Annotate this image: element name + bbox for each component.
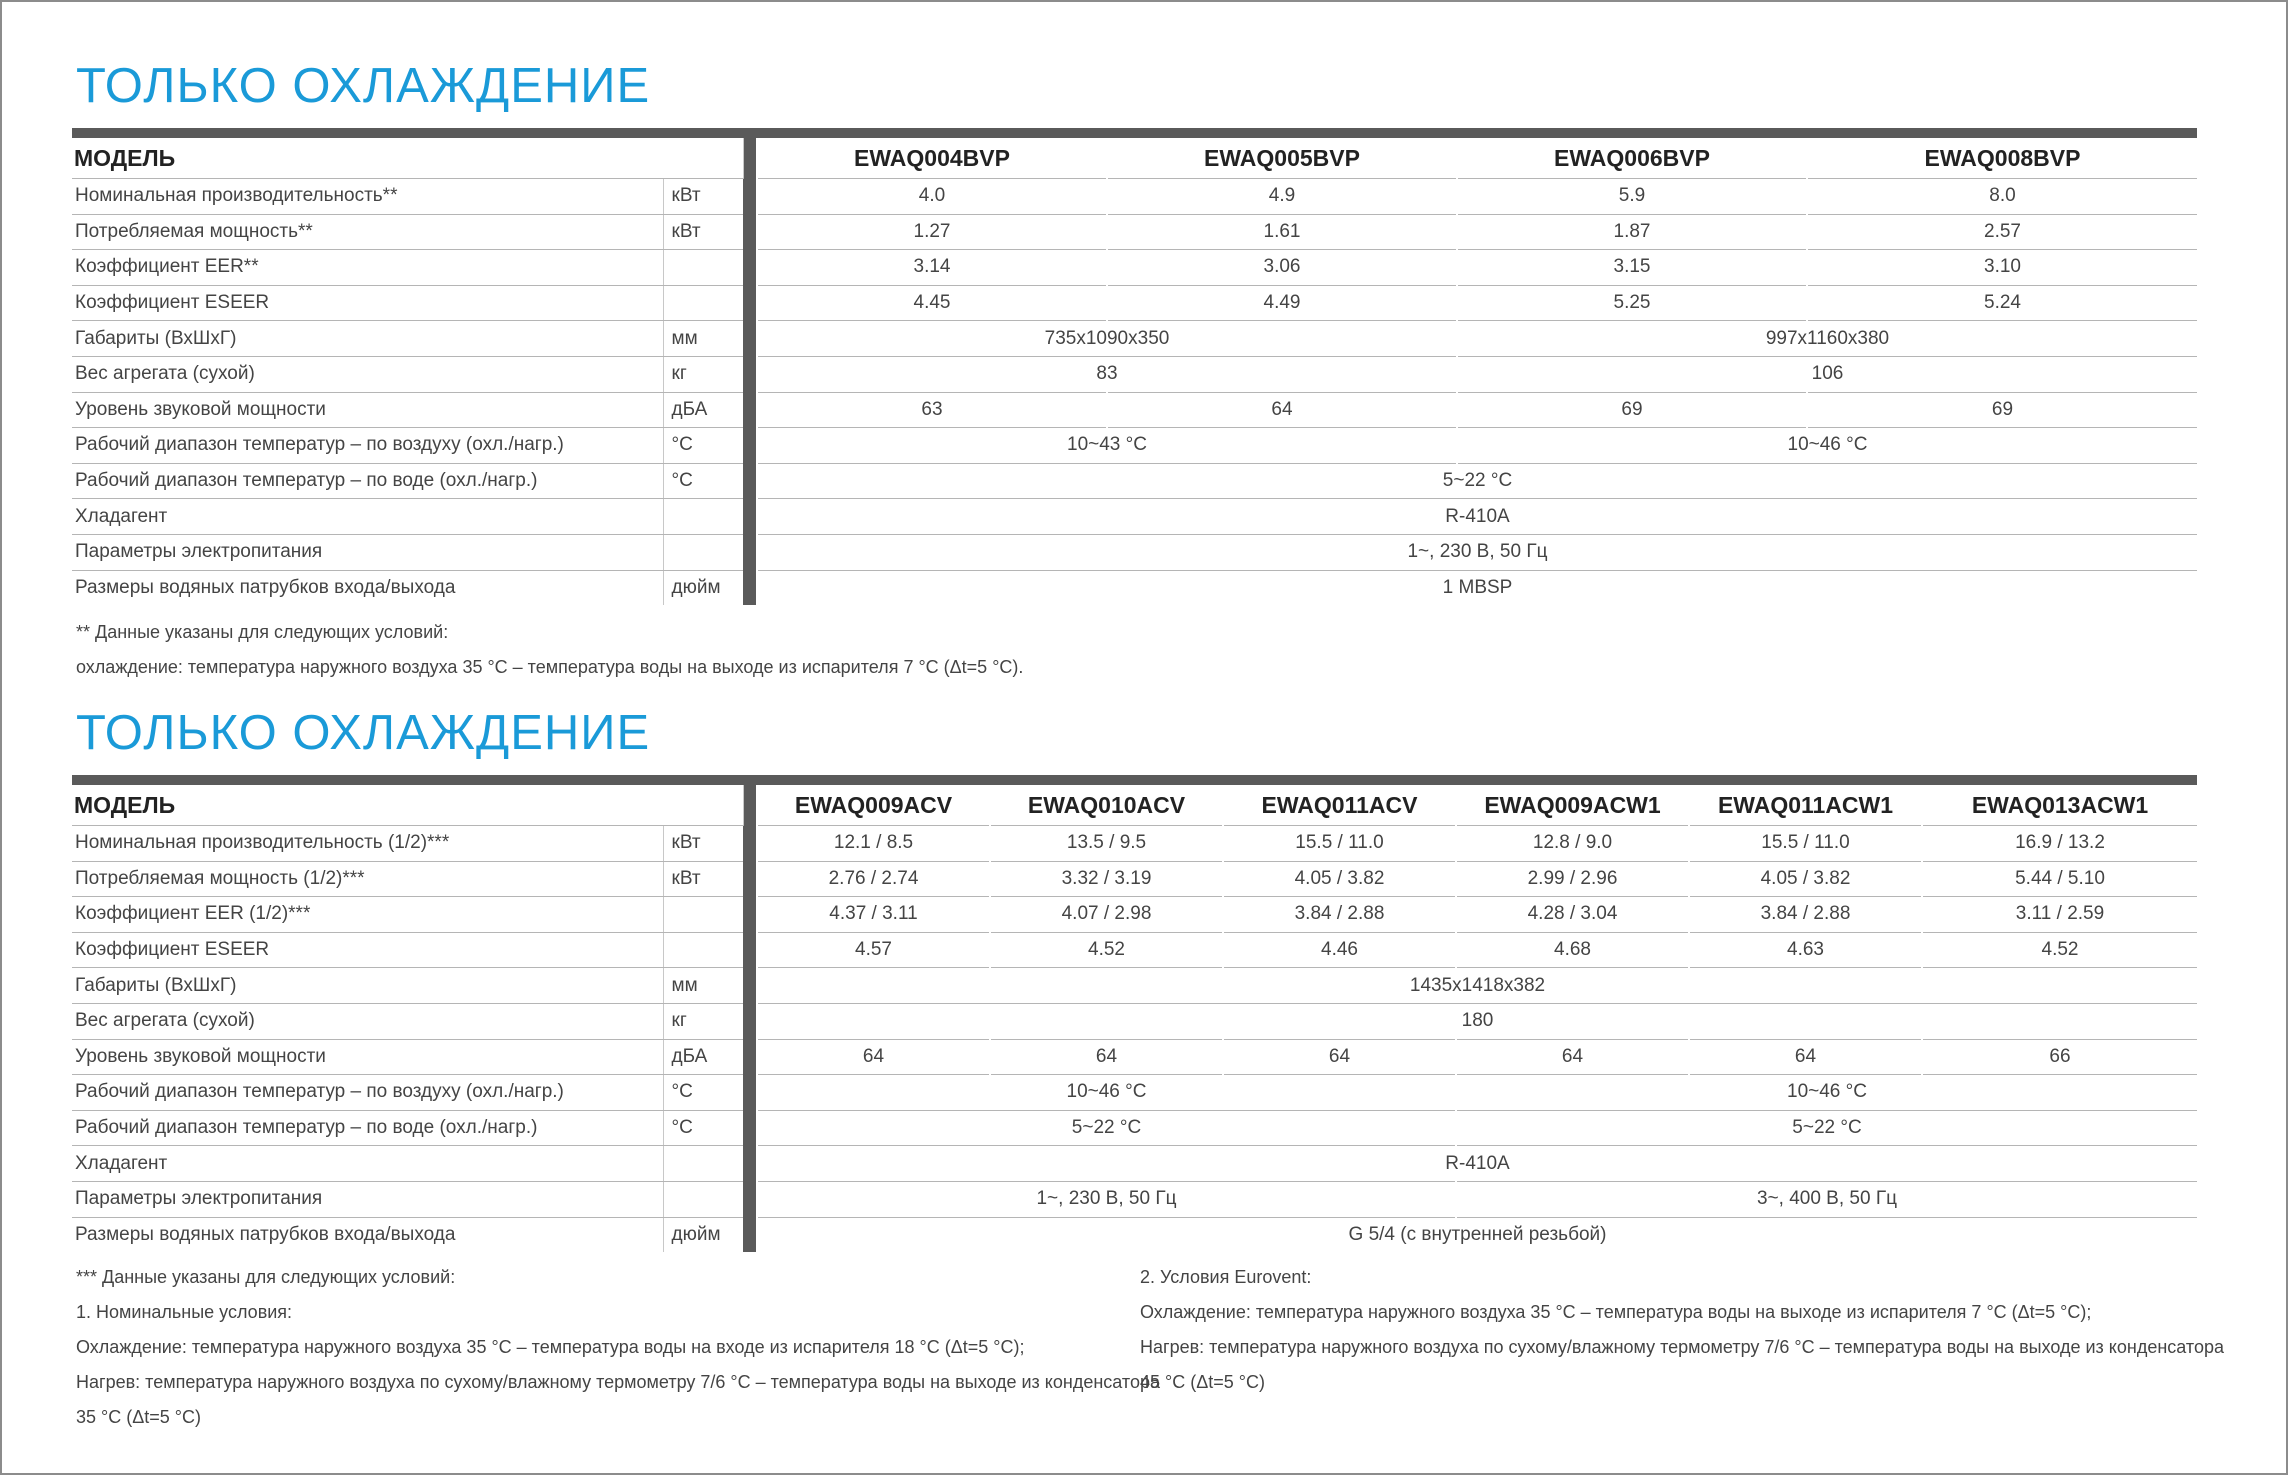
value-cell: 106 bbox=[1457, 356, 2197, 392]
parameter-label: Вес агрегата (сухой) bbox=[72, 356, 663, 392]
spec-row bbox=[72, 499, 2197, 535]
value-cell: 1~, 230 В, 50 Гц bbox=[757, 1181, 1456, 1217]
spec-row bbox=[72, 570, 2197, 605]
footnote-line: ** Данные указаны для следующих условий: bbox=[76, 622, 449, 642]
model-name: EWAQ004BVP bbox=[757, 138, 1107, 179]
column-divider bbox=[743, 356, 757, 392]
value-cell: 5.24 bbox=[1807, 285, 2197, 321]
value-cell: 5.9 bbox=[1457, 179, 1807, 215]
spec-row bbox=[72, 861, 2197, 897]
model-name: EWAQ013ACW1 bbox=[1922, 785, 2197, 826]
spec-row bbox=[72, 1075, 2197, 1111]
unit-label: дюйм bbox=[671, 576, 721, 598]
column-divider bbox=[743, 1217, 757, 1252]
value-cell: G 5/4 (с внутренней резьбой) bbox=[757, 1217, 2197, 1252]
model-name: EWAQ005BVP bbox=[1107, 138, 1457, 179]
model-column-label: МОДЕЛЬ bbox=[72, 138, 743, 179]
unit-label: °C bbox=[663, 428, 743, 464]
unit-label bbox=[663, 897, 743, 933]
model-name: EWAQ011ACV bbox=[1223, 785, 1456, 826]
header-bar bbox=[72, 775, 2197, 785]
parameter-label: Уровень звуковой мощности bbox=[72, 392, 663, 428]
value-cell: 4.9 bbox=[1107, 179, 1457, 215]
section-title: ТОЛЬКО ОХЛАЖДЕНИЕ bbox=[76, 706, 651, 760]
value-cell: 4.63 bbox=[1689, 932, 1922, 968]
value-cell: 1.27 bbox=[757, 214, 1107, 250]
column-divider bbox=[743, 1039, 757, 1075]
parameter-label: Потребляемая мощность** bbox=[72, 214, 663, 250]
value-cell: 4.37 / 3.11 bbox=[757, 897, 990, 933]
spec-row bbox=[72, 1146, 2197, 1182]
value-cell: 64 bbox=[1689, 1039, 1922, 1075]
column-divider bbox=[743, 1110, 757, 1146]
value-cell: 3.11 / 2.59 bbox=[1922, 897, 2197, 933]
footnotes-section-2-right bbox=[1140, 1260, 2224, 1400]
value-cell: 4.57 bbox=[757, 932, 990, 968]
unit-label: кВт bbox=[663, 214, 743, 250]
footnote-line: 35 °C (Δt=5 °C) bbox=[76, 1407, 201, 1427]
value-cell: 4.07 / 2.98 bbox=[990, 897, 1223, 933]
value-cell: 4.49 bbox=[1107, 285, 1457, 321]
parameter-label: Коэффициент EER** bbox=[72, 250, 663, 286]
column-divider bbox=[743, 826, 757, 862]
spec-row bbox=[72, 285, 2197, 321]
spec-table bbox=[72, 128, 2197, 605]
unit-label: дюйм bbox=[671, 1223, 721, 1245]
parameter-label: Потребляемая мощность (1/2)*** bbox=[72, 861, 663, 897]
value-cell: 69 bbox=[1457, 392, 1807, 428]
value-cell: 64 bbox=[757, 1039, 990, 1075]
column-divider bbox=[743, 214, 757, 250]
value-cell: 4.45 bbox=[757, 285, 1107, 321]
value-cell: 5.44 / 5.10 bbox=[1922, 861, 2197, 897]
value-cell: 4.28 / 3.04 bbox=[1456, 897, 1689, 933]
model-name: EWAQ009ACW1 bbox=[1456, 785, 1689, 826]
footnote-line: Охлаждение: температура наружного воздуха 35 °C – температура воды на входе из испарителя 18 °C (Δt=5 °C); bbox=[76, 1337, 1025, 1357]
unit-label: °C bbox=[663, 463, 743, 499]
unit-label: °C bbox=[663, 1075, 743, 1111]
parameter-label: Габариты (ВхШхГ) bbox=[72, 968, 663, 1004]
value-cell: 5~22 °C bbox=[1456, 1110, 2197, 1146]
value-cell: 997x1160x380 bbox=[1457, 321, 2197, 357]
parameter-label: Хладагент bbox=[72, 499, 663, 535]
value-cell: 15.5 / 11.0 bbox=[1689, 826, 1922, 862]
value-cell: 1 MBSP bbox=[757, 570, 2197, 605]
spec-row bbox=[72, 1110, 2197, 1146]
value-cell: 64 bbox=[1107, 392, 1457, 428]
value-cell: 12.8 / 9.0 bbox=[1456, 826, 1689, 862]
value-cell: 180 bbox=[757, 1003, 2197, 1039]
unit-label: кВт bbox=[663, 179, 743, 215]
spec-row bbox=[72, 321, 2197, 357]
value-cell: 1~, 230 В, 50 Гц bbox=[757, 534, 2197, 570]
spec-row bbox=[72, 1039, 2197, 1075]
parameter-label: Рабочий диапазон температур – по воде (охл./нагр.) bbox=[72, 463, 663, 499]
unit-label bbox=[663, 534, 743, 570]
footnote-line: Охлаждение: температура наружного воздуха 35 °C – температура воды на выходе из испарителя 7 °C (Δt=5 °C); bbox=[1140, 1302, 2092, 1322]
spec-row bbox=[72, 897, 2197, 933]
spec-row bbox=[72, 392, 2197, 428]
spec-row bbox=[72, 968, 2197, 1004]
value-cell: 69 bbox=[1807, 392, 2197, 428]
value-cell: 2.99 / 2.96 bbox=[1456, 861, 1689, 897]
value-cell: 4.52 bbox=[990, 932, 1223, 968]
column-divider bbox=[743, 428, 757, 464]
footnote-line: 45 °C (Δt=5 °C) bbox=[1140, 1372, 1265, 1392]
value-cell: 5.25 bbox=[1457, 285, 1807, 321]
value-cell: 3.14 bbox=[757, 250, 1107, 286]
unit-label: мм bbox=[663, 321, 743, 357]
value-cell: 4.05 / 3.82 bbox=[1223, 861, 1456, 897]
unit-label: кВт bbox=[663, 826, 743, 862]
column-divider bbox=[743, 463, 757, 499]
value-cell: 4.0 bbox=[757, 179, 1107, 215]
value-cell: 3.84 / 2.88 bbox=[1223, 897, 1456, 933]
spec-row bbox=[72, 1003, 2197, 1039]
column-divider bbox=[743, 932, 757, 968]
column-divider bbox=[743, 499, 757, 535]
value-cell: 10~43 °C bbox=[757, 428, 1457, 464]
value-cell: 3.84 / 2.88 bbox=[1689, 897, 1922, 933]
parameter-label: Параметры электропитания bbox=[72, 1181, 663, 1217]
parameter-label: Рабочий диапазон температур – по воздуху (охл./нагр.) bbox=[72, 1075, 663, 1111]
value-cell: 2.57 bbox=[1807, 214, 2197, 250]
value-cell: 1.61 bbox=[1107, 214, 1457, 250]
value-cell: 3.06 bbox=[1107, 250, 1457, 286]
value-cell: 4.05 / 3.82 bbox=[1689, 861, 1922, 897]
unit-label: дБА bbox=[663, 1039, 743, 1075]
value-cell: 4.46 bbox=[1223, 932, 1456, 968]
value-cell: 5~22 °C bbox=[757, 1110, 1456, 1146]
spec-row bbox=[72, 534, 2197, 570]
unit-label bbox=[663, 285, 743, 321]
value-cell: 1435x1418x382 bbox=[757, 968, 2197, 1004]
model-column-label: МОДЕЛЬ bbox=[72, 785, 743, 826]
unit-label: °C bbox=[663, 1110, 743, 1146]
value-cell: 64 bbox=[990, 1039, 1223, 1075]
unit-label: кг bbox=[663, 1003, 743, 1039]
unit-label bbox=[663, 1181, 743, 1217]
value-cell: 10~46 °C bbox=[1457, 428, 2197, 464]
value-cell: 83 bbox=[757, 356, 1457, 392]
column-divider bbox=[743, 179, 757, 215]
unit-label bbox=[663, 499, 743, 535]
value-cell: 66 bbox=[1922, 1039, 2197, 1075]
footnote-line: *** Данные указаны для следующих условий: bbox=[76, 1267, 456, 1287]
value-cell: 8.0 bbox=[1807, 179, 2197, 215]
column-divider bbox=[743, 321, 757, 357]
value-cell: 16.9 / 13.2 bbox=[1922, 826, 2197, 862]
parameter-label: Размеры водяных патрубков входа/выхода bbox=[72, 1217, 663, 1252]
column-divider bbox=[743, 250, 757, 286]
value-cell: 3.32 / 3.19 bbox=[990, 861, 1223, 897]
footnote-line: Нагрев: температура наружного воздуха по сухому/влажному термометру 7/6 °C – температура воды на выходе из конденсатора bbox=[76, 1372, 1160, 1392]
column-divider bbox=[743, 570, 757, 605]
footnote-line: охлаждение: температура наружного воздуха 35 °C – температура воды на выходе из испарителя 7 °C (Δt=5 °C). bbox=[76, 657, 1024, 677]
value-cell: R-410A bbox=[757, 1146, 2197, 1182]
value-cell: 3.10 bbox=[1807, 250, 2197, 286]
spec-row bbox=[72, 179, 2197, 215]
value-cell: 12.1 / 8.5 bbox=[757, 826, 990, 862]
column-divider bbox=[743, 392, 757, 428]
parameter-label: Вес агрегата (сухой) bbox=[72, 1003, 663, 1039]
value-cell: 1.87 bbox=[1457, 214, 1807, 250]
footnotes-section-2-left bbox=[76, 1260, 1160, 1435]
column-divider bbox=[743, 968, 757, 1004]
parameter-label: Номинальная производительность** bbox=[72, 179, 663, 215]
column-divider bbox=[743, 138, 757, 179]
footnotes-section-1 bbox=[76, 615, 1023, 685]
spec-row bbox=[72, 932, 2197, 968]
value-cell: 735x1090x350 bbox=[757, 321, 1457, 357]
value-cell: 5~22 °C bbox=[757, 463, 2197, 499]
spec-row bbox=[72, 428, 2197, 464]
unit-label: дБА bbox=[663, 392, 743, 428]
value-cell: 64 bbox=[1223, 1039, 1456, 1075]
column-divider bbox=[743, 785, 757, 826]
column-divider bbox=[743, 1075, 757, 1111]
parameter-label: Рабочий диапазон температур – по воде (охл./нагр.) bbox=[72, 1110, 663, 1146]
column-divider bbox=[743, 897, 757, 933]
model-name: EWAQ008BVP bbox=[1807, 138, 2197, 179]
parameter-label: Рабочий диапазон температур – по воздуху (охл./нагр.) bbox=[72, 428, 663, 464]
unit-label: кг bbox=[663, 356, 743, 392]
value-cell: 63 bbox=[757, 392, 1107, 428]
value-cell: 4.52 bbox=[1922, 932, 2197, 968]
column-divider bbox=[743, 1003, 757, 1039]
model-name: EWAQ009ACV bbox=[757, 785, 990, 826]
value-cell: 2.76 / 2.74 bbox=[757, 861, 990, 897]
footnote-line: Нагрев: температура наружного воздуха по сухому/влажному термометру 7/6 °C – температура воды на выходе из конденсатора bbox=[1140, 1337, 2224, 1357]
column-divider bbox=[743, 1146, 757, 1182]
spec-row bbox=[72, 826, 2197, 862]
value-cell: 3.15 bbox=[1457, 250, 1807, 286]
model-name: EWAQ011ACW1 bbox=[1689, 785, 1922, 826]
spec-row bbox=[72, 214, 2197, 250]
model-name: EWAQ010ACV bbox=[990, 785, 1223, 826]
spec-row bbox=[72, 250, 2197, 286]
value-cell: 10~46 °C bbox=[1456, 1075, 2197, 1111]
parameter-label: Размеры водяных патрубков входа/выхода bbox=[72, 570, 663, 605]
column-divider bbox=[743, 1181, 757, 1217]
value-cell: 10~46 °C bbox=[757, 1075, 1456, 1111]
parameter-label: Номинальная производительность (1/2)*** bbox=[72, 826, 663, 862]
footnote-line: 2. Условия Eurovent: bbox=[1140, 1267, 1312, 1287]
unit-label bbox=[663, 932, 743, 968]
section-title: ТОЛЬКО ОХЛАЖДЕНИЕ bbox=[76, 59, 651, 113]
value-cell: 15.5 / 11.0 bbox=[1223, 826, 1456, 862]
parameter-label: Хладагент bbox=[72, 1146, 663, 1182]
value-cell: R-410A bbox=[757, 499, 2197, 535]
spec-table bbox=[72, 775, 2197, 1252]
column-divider bbox=[743, 534, 757, 570]
unit-label bbox=[663, 250, 743, 286]
parameter-label: Коэффициент ESEER bbox=[72, 932, 663, 968]
model-name: EWAQ006BVP bbox=[1457, 138, 1807, 179]
spec-row bbox=[72, 463, 2197, 499]
spec-row bbox=[72, 1181, 2197, 1217]
value-cell: 4.68 bbox=[1456, 932, 1689, 968]
model-header-row bbox=[72, 785, 2197, 826]
spec-row bbox=[72, 1217, 2197, 1252]
unit-label: кВт bbox=[663, 861, 743, 897]
value-cell: 3~, 400 В, 50 Гц bbox=[1456, 1181, 2197, 1217]
model-header-row bbox=[72, 138, 2197, 179]
value-cell: 13.5 / 9.5 bbox=[990, 826, 1223, 862]
footnote-line: 1. Номинальные условия: bbox=[76, 1302, 293, 1322]
parameter-label: Коэффициент EER (1/2)*** bbox=[72, 897, 663, 933]
parameter-label: Габариты (ВхШхГ) bbox=[72, 321, 663, 357]
column-divider bbox=[743, 285, 757, 321]
parameter-label: Уровень звуковой мощности bbox=[72, 1039, 663, 1075]
value-cell: 64 bbox=[1456, 1039, 1689, 1075]
column-divider bbox=[743, 861, 757, 897]
unit-label: мм bbox=[663, 968, 743, 1004]
header-bar bbox=[72, 128, 2197, 138]
parameter-label: Коэффициент ESEER bbox=[72, 285, 663, 321]
spec-row bbox=[72, 356, 2197, 392]
unit-label bbox=[663, 1146, 743, 1182]
parameter-label: Параметры электропитания bbox=[72, 534, 663, 570]
